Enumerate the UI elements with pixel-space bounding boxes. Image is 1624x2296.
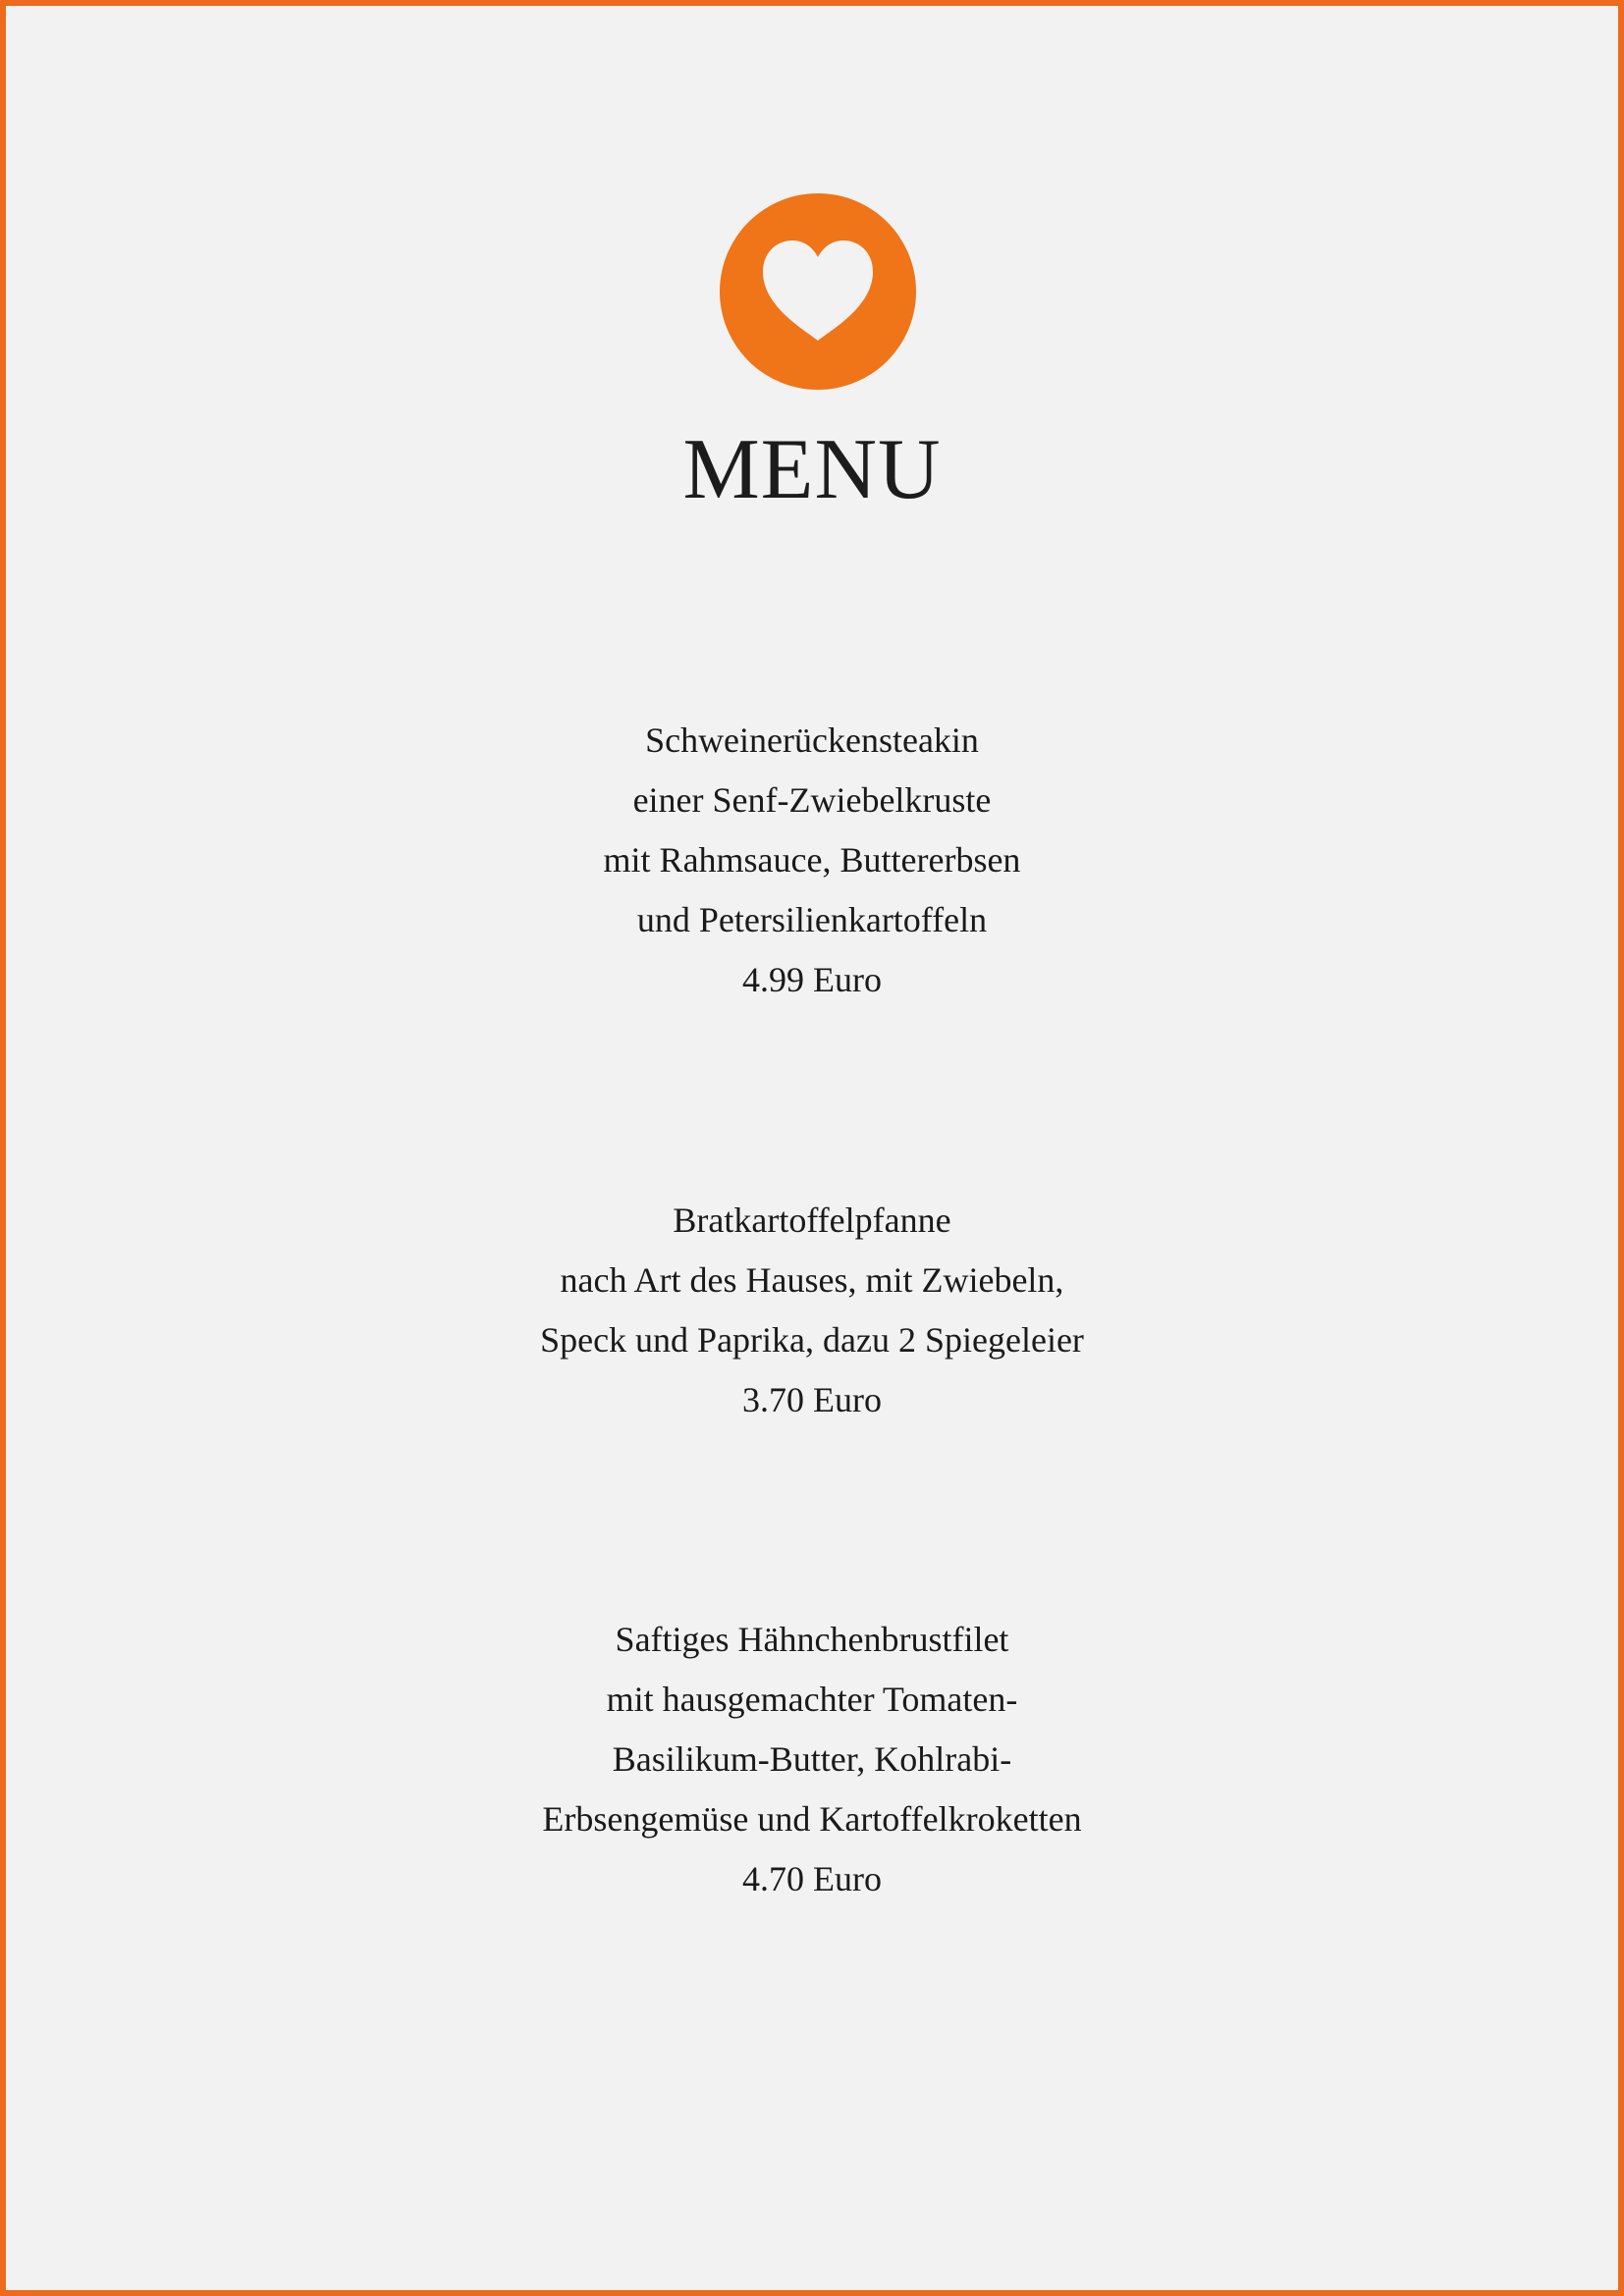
dish-name: Schweinerückensteakin xyxy=(645,721,979,760)
heart-icon xyxy=(757,237,879,347)
dish-price: 4.70 Euro xyxy=(742,1859,882,1898)
dish-description-line: Erbsengemüse und Kartoffelkroketten xyxy=(542,1799,1082,1839)
dish-name: Saftiges Hähnchenbrustfilet xyxy=(615,1620,1009,1659)
dish-description-line: mit hausgemachter Tomaten- xyxy=(606,1680,1018,1719)
dish-description-line: Basilikum-Butter, Kohlrabi- xyxy=(612,1739,1012,1779)
menu-item xyxy=(6,1191,1618,1430)
page-title: MENU xyxy=(682,422,942,517)
dish-description-line: nach Art des Hauses, mit Zwiebeln, xyxy=(560,1260,1064,1300)
dish-price: 3.70 Euro xyxy=(742,1380,882,1419)
menu-item xyxy=(6,711,1618,1010)
logo-badge xyxy=(720,193,916,390)
dish-description-line: Speck und Paprika, dazu 2 Spiegeleier xyxy=(540,1320,1084,1360)
dish-name: Bratkartoffelpfanne xyxy=(673,1201,951,1240)
dish-price: 4.99 Euro xyxy=(742,960,882,999)
dish-description-line: mit Rahmsauce, Buttererbsen xyxy=(603,840,1021,880)
menu-item xyxy=(6,1610,1618,1909)
dish-description-line: und Petersilienkartoffeln xyxy=(636,900,988,939)
dish-description-line: einer Senf-Zwiebelkruste xyxy=(632,780,992,820)
